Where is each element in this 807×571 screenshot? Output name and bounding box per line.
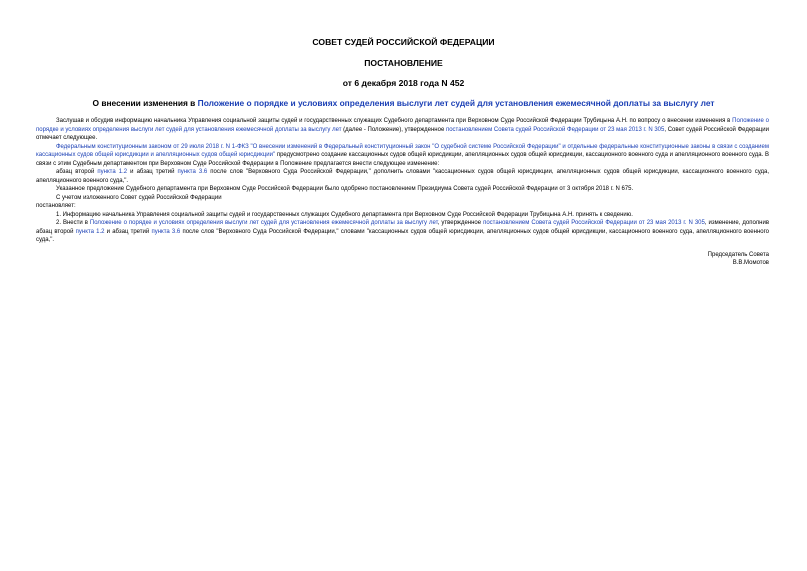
signature-name: В.В.Момотов (732, 260, 769, 266)
title-regulation-link[interactable]: Положение о порядке и условиях определения выслуги лет судей для установления ежемесячной доплаты за выслугу лет (197, 98, 715, 108)
paragraph-6: постановляет: (36, 203, 76, 209)
p8-text-3: , изменение, дополнив абзац второй (36, 220, 770, 235)
paragraph-8 (36, 219, 769, 245)
p8-text-2: , утвержденное (437, 220, 484, 226)
org-heading: СОВЕТ СУДЕЙ РОССИЙСКОЙ ФЕДЕРАЦИИ (312, 37, 495, 47)
p1-text-1: Заслушав и обсудив информацию начальника Управления социальной защиты судей и государственных служащих Судебного департамента при Верховном Суде Российской Федерации Трубицына А.Н. по вопросу о внесении изменения в (56, 118, 733, 124)
paragraph-2 (36, 143, 769, 169)
clause-1-2-link-2[interactable]: пункта 1.2 (75, 228, 105, 235)
p8-text-5: после слов "Верховного Суда Российской Федерации," словами "кассационных судов общей юрисдикции, апелляционных судов общей юрисдикции, кассационного военного суда, апелляционного военного суда,". (36, 228, 770, 243)
p3-text-3: после слов "Верховного Суда Российской Федерации," дополнить словами "кассационных судов общей юрисдикции, апелляционных судов общей юрисдикции, кассационного военного суда, апелляционного военного суда,". (36, 169, 770, 184)
title-prefix: О внесении изменения в (92, 98, 198, 108)
clause-3-6-link[interactable]: пункта 3.6 (177, 169, 208, 175)
p1-text-3: , Совет судей Российской Федерации отмечает следующее. (36, 126, 769, 141)
clause-3-6-link-2[interactable]: пункта 3.6 (151, 228, 181, 235)
resolution-305-link[interactable]: постановлением Совета судей Российской Федерации от 23 мая 2013 г. N 305 (445, 126, 665, 133)
clause-1-2-link[interactable]: пункта 1.2 (97, 169, 128, 175)
signature-block (36, 251, 769, 268)
paragraph-1 (36, 117, 769, 143)
resolution-305-link-2[interactable]: постановлением Совета судей Российской Федерации от 23 мая 2013 г. N 305 (483, 220, 705, 226)
document-body (36, 117, 769, 268)
p1-text-2: (далее - Положение), утвержденное (341, 126, 446, 133)
regulation-link-2[interactable]: Положение о порядке и условиях определения выслуги лет судей для установления ежемесячной доплаты за выслугу лет (89, 220, 438, 226)
paragraph-7: 1. Информацию начальника Управления социальной защиты судей и государственных служащих Судебного департамента при Верховном Суде Российской Федерации Трубицына А.Н. принять к сведению. (56, 211, 633, 218)
paragraph-5: С учетом изложенного Совет судей Российской Федерации (56, 194, 222, 201)
signature-position: Председатель Совета (707, 251, 769, 258)
doc-type-heading: ПОСТАНОВЛЕНИЕ (364, 58, 443, 68)
p3-text-2: и абзац третий (127, 169, 178, 175)
regulation-link[interactable]: Положение о порядке и условиях определения выслуги лет судей для установления ежемесячной доплаты за выслугу лет (36, 118, 769, 133)
p2-text-1: предусмотрено создание кассационных судов общей юрисдикции, апелляционных судов общей юрисдикции, кассационного военного суда и апелляционного военного суда. В связи с этим Судебным департаментом при Верховном Суде Российской Федерации в Положение предлагается внести следующее изменение: (36, 152, 769, 167)
date-number-heading: от 6 декабря 2018 года N 452 (342, 78, 465, 88)
federal-law-link[interactable]: Федеральным конституционным законом от 29 июля 2018 г. N 1-ФКЗ "О внесении изменений в Федеральный конституционный закон "О судебной системе Российской Федерации" и отдельные федеральные конституционные законы в связи с созданием кассационных судов общей юрисдикции и апелляционных судов общей юрисдикции" (36, 143, 769, 158)
p3-text-1: абзац второй (56, 169, 98, 175)
p8-text-4: и абзац третий (104, 228, 152, 235)
p8-text-1: 2. Внести в (56, 220, 90, 226)
document-title (0, 98, 807, 109)
paragraph-3 (36, 168, 769, 185)
paragraph-4: Указанное предложение Судебного департамента при Верховном Суде Российской Федерации было одобрено постановлением Президиума Совета судей Российской Федерации от 3 октября 2018 г. N 675. (56, 186, 634, 192)
